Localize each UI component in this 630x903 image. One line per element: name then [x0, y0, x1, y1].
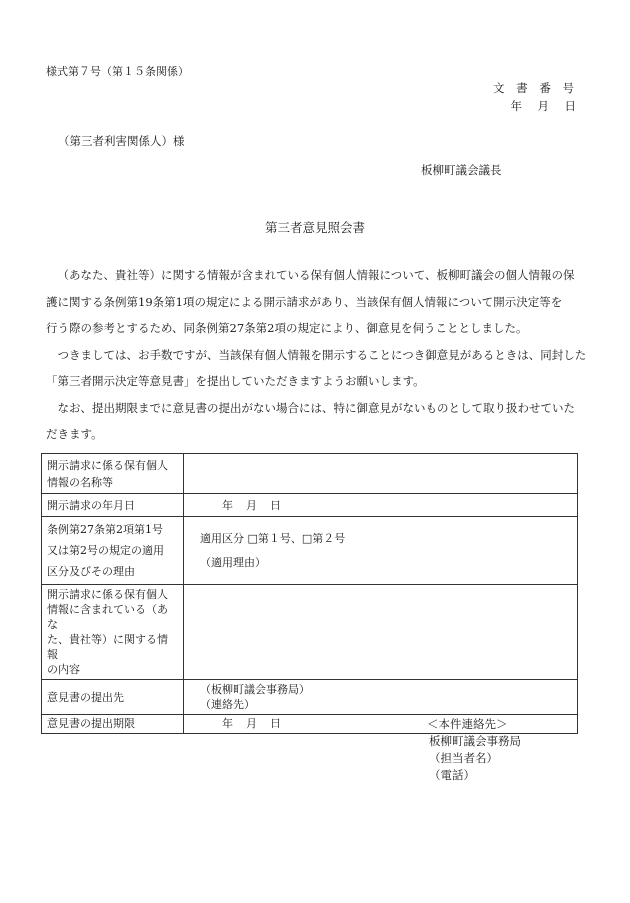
paragraph-3 [46, 395, 584, 422]
document-number: 文 書 番 号 [493, 81, 578, 95]
sender: 板柳町議会議長 [421, 163, 502, 177]
label-line: 又は第2号の規定の適用 [47, 544, 164, 557]
paragraph-line: なお、提出期限までに意見書の提出がない場合には、特に御意見がないものとして取り扱わせていた [57, 400, 575, 415]
addressee: （第三者利害関係人）様 [58, 134, 185, 148]
table-row [42, 517, 578, 585]
contact-block [429, 716, 521, 784]
paragraph-line: 行う際の参考とするため、同条例第27条第2項の規定により、御意見を伺うこととしました。 [46, 321, 528, 335]
table-label-request-date: 開示請求の年月日 [42, 494, 184, 517]
paragraph-1 [46, 262, 584, 289]
contact-office: 板柳町議会事務局 [429, 734, 521, 748]
table-label-applicable-clause [42, 517, 184, 585]
table-row [42, 454, 578, 494]
table-label-submission-dest: 意見書の提出先 [42, 680, 184, 715]
table-value-info-content[interactable] [184, 585, 578, 680]
paragraph-line: だきます。 [46, 427, 103, 441]
contact-person: （担当者名） [429, 751, 498, 765]
inquiry-table [41, 453, 578, 734]
table-value-deadline[interactable]: 年 月 日 [184, 715, 578, 734]
applicable-reason: （適用理由） [200, 555, 266, 569]
label-line: の内容 [47, 663, 80, 676]
label-line: 条例第27条第2項第1号 [47, 523, 163, 536]
paragraph-line: つきましては、お手数ですが、当該保有個人情報を開示することにつき御意見があるときは、同封した [57, 347, 587, 362]
label-line: 開示請求に係る保有個人 [47, 458, 168, 472]
label-line: 区分及びその理由 [47, 565, 135, 578]
table-row [42, 494, 578, 517]
table-row [42, 585, 578, 680]
table-label-info-content [42, 585, 184, 680]
page-title: 第三者意見照会書 [264, 220, 365, 235]
table-label-info-name [42, 454, 184, 494]
table-label-deadline: 意見書の提出期限 [42, 715, 184, 734]
label-line: 情報の名称等 [47, 475, 113, 489]
paragraph-line: 「第三者開示決定等意見書」を提出していただきますようお願いします。 [46, 374, 425, 388]
document-date: 年 月 日 [510, 99, 578, 113]
contact-heading: ＜本件連絡先＞ [427, 717, 508, 731]
label-line: 情報に含まれている（あな [47, 603, 168, 631]
form-number: 様式第７号（第１５条関係） [46, 65, 189, 78]
contact-phone: （電話） [429, 768, 475, 782]
submission-office: （板柳町議会事務局） [200, 683, 310, 696]
paragraph-line: （あなた、貴社等）に関する情報が含まれている保有個人情報について、板柳町議会の個人情報の保 [57, 268, 575, 282]
table-value-submission-dest[interactable] [184, 680, 578, 715]
table-value-info-name[interactable] [184, 454, 578, 494]
label-line: た、貴社等）に関する情報 [47, 633, 168, 661]
table-value-request-date[interactable]: 年 月 日 [184, 494, 578, 517]
submission-contact: （連絡先） [200, 698, 255, 711]
paragraph-2 [46, 342, 587, 369]
table-row [42, 680, 578, 715]
label-line: 開示請求に係る保有個人 [47, 588, 168, 601]
applicable-category: 適用区分 □第１号、□第２号 [200, 531, 346, 545]
table-value-applicable-clause[interactable] [184, 517, 578, 585]
body-text [46, 262, 587, 448]
paragraph-line: 護に関する条例第19条第1項の規定による開示請求があり、当該保有個人情報について開示決定等を [46, 294, 563, 309]
